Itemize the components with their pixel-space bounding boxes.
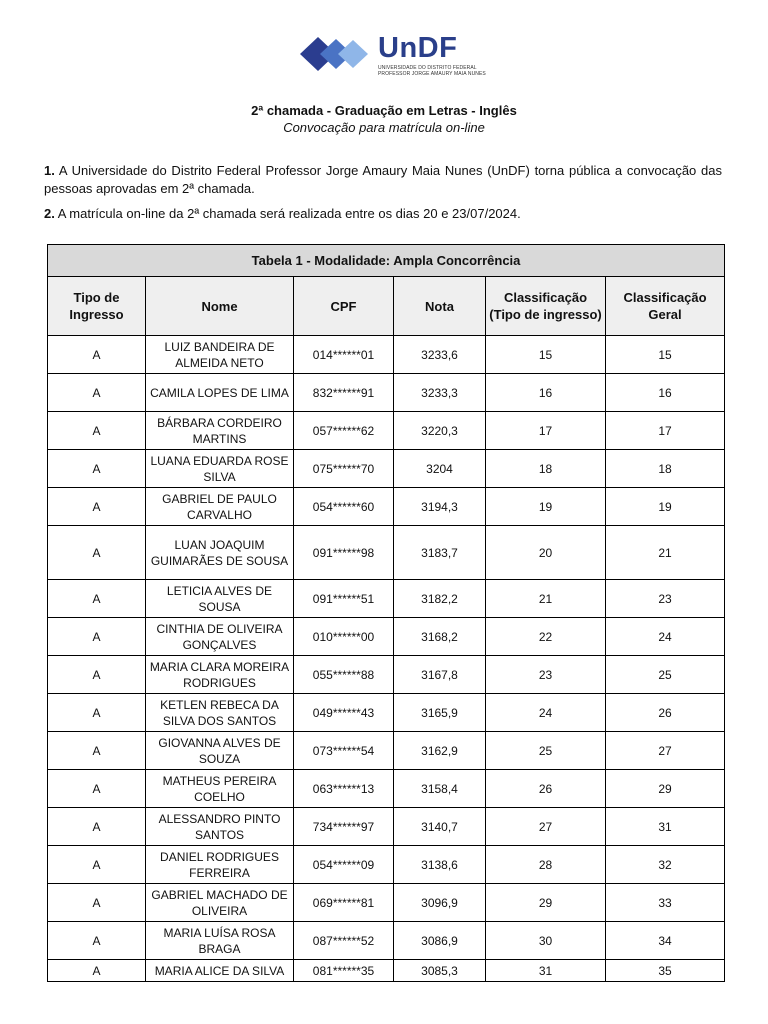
- column-header-classificacao-tipo: Classificação (Tipo de ingresso): [486, 277, 606, 336]
- cell-cpf: 055******88: [294, 656, 394, 694]
- cell-cpf: 010******00: [294, 618, 394, 656]
- cell-cpf: 091******98: [294, 526, 394, 580]
- table-row: [48, 770, 725, 808]
- cell-nome: MATHEUS PEREIRA COELHO: [146, 770, 294, 808]
- column-header-nota: Nota: [394, 277, 486, 336]
- table-row: [48, 374, 725, 412]
- cell-nota: 3168,2: [394, 618, 486, 656]
- cell-classificacao-geral: 25: [606, 656, 725, 694]
- cell-classificacao-tipo: 26: [486, 770, 606, 808]
- table-row: [48, 580, 725, 618]
- cell-classificacao-geral: 23: [606, 580, 725, 618]
- logo-subtitle-line2: PROFESSOR JORGE AMAURY MAIA NUNES: [378, 71, 486, 77]
- cell-classificacao-tipo: 30: [486, 922, 606, 960]
- column-header-tipo: Tipo de Ingresso: [48, 277, 146, 336]
- results-table-container: [47, 244, 724, 982]
- table-row: [48, 732, 725, 770]
- paragraph-1: [44, 162, 722, 198]
- cell-nome: LUIZ BANDEIRA DE ALMEIDA NETO: [146, 336, 294, 374]
- cell-cpf: 054******09: [294, 846, 394, 884]
- cell-nota: 3182,2: [394, 580, 486, 618]
- cell-tipo: A: [48, 694, 146, 732]
- cell-classificacao-geral: 27: [606, 732, 725, 770]
- cell-nota: 3167,8: [394, 656, 486, 694]
- cell-nome: LUAN JOAQUIM GUIMARÃES DE SOUSA: [146, 526, 294, 580]
- column-header-classificacao-geral: Classificação Geral: [606, 277, 725, 336]
- cell-nome: KETLEN REBECA DA SILVA DOS SANTOS: [146, 694, 294, 732]
- cell-nota: 3165,9: [394, 694, 486, 732]
- cell-nome: MARIA LUÍSA ROSA BRAGA: [146, 922, 294, 960]
- undf-logo: [300, 32, 486, 80]
- cell-nota: 3085,3: [394, 960, 486, 982]
- cell-classificacao-geral: 34: [606, 922, 725, 960]
- cell-classificacao-tipo: 23: [486, 656, 606, 694]
- cell-tipo: A: [48, 922, 146, 960]
- table-row: [48, 694, 725, 732]
- cell-cpf: 081******35: [294, 960, 394, 982]
- cell-nome: MARIA CLARA MOREIRA RODRIGUES: [146, 656, 294, 694]
- cell-nota: 3183,7: [394, 526, 486, 580]
- paragraph-number: 2.: [44, 206, 55, 221]
- logo-wordmark: UnDF: [378, 32, 458, 64]
- table-row: [48, 884, 725, 922]
- cell-classificacao-geral: 33: [606, 884, 725, 922]
- cell-tipo: A: [48, 412, 146, 450]
- table-caption: Tabela 1 - Modalidade: Ampla Concorrência: [48, 245, 725, 277]
- cell-nome: BÁRBARA CORDEIRO MARTINS: [146, 412, 294, 450]
- cell-cpf: 063******13: [294, 770, 394, 808]
- cell-cpf: 069******81: [294, 884, 394, 922]
- cell-tipo: A: [48, 336, 146, 374]
- cell-nota: 3220,3: [394, 412, 486, 450]
- cell-classificacao-tipo: 24: [486, 694, 606, 732]
- cell-classificacao-tipo: 21: [486, 580, 606, 618]
- table-row: [48, 656, 725, 694]
- cell-nome: CINTHIA DE OLIVEIRA GONÇALVES: [146, 618, 294, 656]
- cell-classificacao-geral: 26: [606, 694, 725, 732]
- cell-classificacao-tipo: 18: [486, 450, 606, 488]
- table-body: [48, 336, 725, 982]
- cell-nota: 3233,6: [394, 336, 486, 374]
- cell-nota: 3194,3: [394, 488, 486, 526]
- cell-classificacao-geral: 17: [606, 412, 725, 450]
- cell-tipo: A: [48, 526, 146, 580]
- table-row: [48, 846, 725, 884]
- cell-nota: 3162,9: [394, 732, 486, 770]
- cell-tipo: A: [48, 656, 146, 694]
- cell-nota: 3138,6: [394, 846, 486, 884]
- cell-tipo: A: [48, 960, 146, 982]
- table-row: [48, 922, 725, 960]
- cell-classificacao-geral: 15: [606, 336, 725, 374]
- cell-nome: GIOVANNA ALVES DE SOUZA: [146, 732, 294, 770]
- cell-cpf: 091******51: [294, 580, 394, 618]
- cell-nome: CAMILA LOPES DE LIMA: [146, 374, 294, 412]
- cell-nota: 3233,3: [394, 374, 486, 412]
- cell-nome: GABRIEL DE PAULO CARVALHO: [146, 488, 294, 526]
- cell-nota: 3086,9: [394, 922, 486, 960]
- cell-cpf: 049******43: [294, 694, 394, 732]
- cell-nota: 3140,7: [394, 808, 486, 846]
- cell-tipo: A: [48, 770, 146, 808]
- results-table: [47, 244, 725, 982]
- cell-nota: 3204: [394, 450, 486, 488]
- cell-classificacao-tipo: 29: [486, 884, 606, 922]
- cell-classificacao-tipo: 15: [486, 336, 606, 374]
- cell-nome: DANIEL RODRIGUES FERREIRA: [146, 846, 294, 884]
- cell-nome: ALESSANDRO PINTO SANTOS: [146, 808, 294, 846]
- cell-classificacao-tipo: 31: [486, 960, 606, 982]
- title-block: [0, 102, 768, 136]
- column-header-cpf: CPF: [294, 277, 394, 336]
- cell-nome: MARIA ALICE DA SILVA: [146, 960, 294, 982]
- cell-tipo: A: [48, 580, 146, 618]
- cell-classificacao-geral: 24: [606, 618, 725, 656]
- cell-cpf: 087******52: [294, 922, 394, 960]
- cell-tipo: A: [48, 846, 146, 884]
- table-row: [48, 808, 725, 846]
- cell-cpf: 057******62: [294, 412, 394, 450]
- cell-classificacao-geral: 21: [606, 526, 725, 580]
- cell-tipo: A: [48, 884, 146, 922]
- paragraph-text: A Universidade do Distrito Federal Professor Jorge Amaury Maia Nunes (UnDF) torna pública a convocação das pessoas aprovadas em 2ª chamada.: [44, 163, 722, 196]
- cell-classificacao-geral: 32: [606, 846, 725, 884]
- cell-tipo: A: [48, 732, 146, 770]
- cell-cpf: 075******70: [294, 450, 394, 488]
- cell-tipo: A: [48, 450, 146, 488]
- cell-classificacao-tipo: 28: [486, 846, 606, 884]
- cell-classificacao-tipo: 20: [486, 526, 606, 580]
- cell-cpf: 832******91: [294, 374, 394, 412]
- cell-classificacao-geral: 35: [606, 960, 725, 982]
- cell-classificacao-tipo: 22: [486, 618, 606, 656]
- document-subtitle: Convocação para matrícula on-line: [283, 120, 485, 135]
- cell-tipo: A: [48, 488, 146, 526]
- cell-tipo: A: [48, 808, 146, 846]
- cell-tipo: A: [48, 618, 146, 656]
- diamond-logo-icon: [300, 34, 374, 74]
- cell-cpf: 014******01: [294, 336, 394, 374]
- cell-classificacao-geral: 29: [606, 770, 725, 808]
- cell-cpf: 073******54: [294, 732, 394, 770]
- cell-nota: 3096,9: [394, 884, 486, 922]
- table-row: [48, 336, 725, 374]
- cell-classificacao-tipo: 19: [486, 488, 606, 526]
- paragraph-2: [44, 205, 722, 223]
- table-row: [48, 412, 725, 450]
- document-title: 2ª chamada - Graduação em Letras - Inglês: [251, 103, 517, 118]
- column-header-nome: Nome: [146, 277, 294, 336]
- cell-classificacao-geral: 19: [606, 488, 725, 526]
- cell-classificacao-geral: 31: [606, 808, 725, 846]
- cell-tipo: A: [48, 374, 146, 412]
- cell-classificacao-geral: 16: [606, 374, 725, 412]
- cell-cpf: 054******60: [294, 488, 394, 526]
- cell-classificacao-tipo: 17: [486, 412, 606, 450]
- cell-nome: LETICIA ALVES DE SOUSA: [146, 580, 294, 618]
- cell-classificacao-tipo: 16: [486, 374, 606, 412]
- cell-cpf: 734******97: [294, 808, 394, 846]
- cell-nome: LUANA EDUARDA ROSE SILVA: [146, 450, 294, 488]
- cell-classificacao-geral: 18: [606, 450, 725, 488]
- table-row: [48, 618, 725, 656]
- table-row: [48, 450, 725, 488]
- cell-classificacao-tipo: 25: [486, 732, 606, 770]
- paragraph-text: A matrícula on-line da 2ª chamada será realizada entre os dias 20 e 23/07/2024.: [54, 206, 521, 221]
- logo-subtitle-line1: UNIVERSIDADE DO DISTRITO FEDERAL: [378, 65, 477, 71]
- table-row: [48, 526, 725, 580]
- table-row: [48, 960, 725, 982]
- cell-classificacao-tipo: 27: [486, 808, 606, 846]
- cell-nome: GABRIEL MACHADO DE OLIVEIRA: [146, 884, 294, 922]
- table-row: [48, 488, 725, 526]
- paragraph-number: 1.: [44, 163, 55, 178]
- cell-nota: 3158,4: [394, 770, 486, 808]
